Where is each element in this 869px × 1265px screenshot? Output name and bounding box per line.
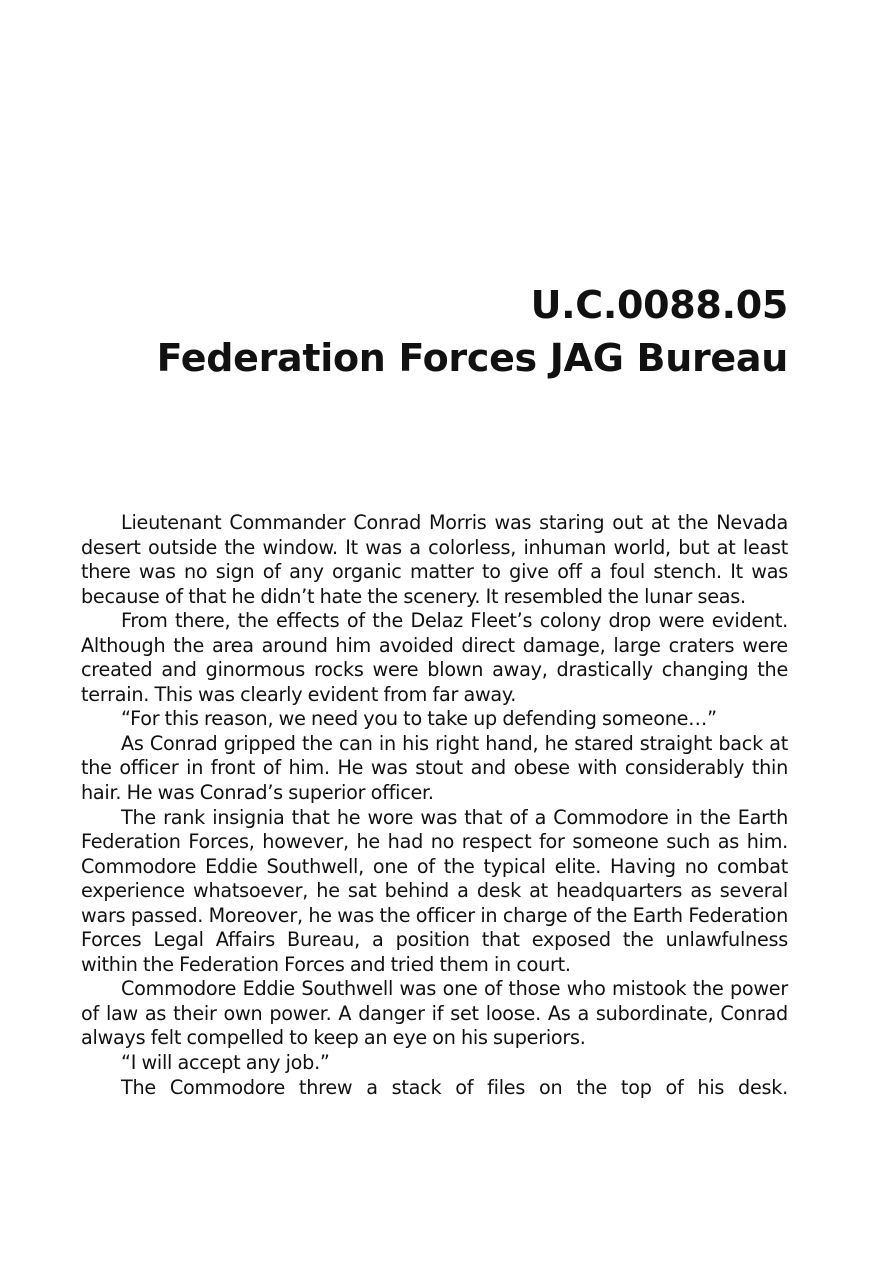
paragraph: The Commodore threw a stack of files on the top of his desk. <box>121 1075 788 1099</box>
body-text <box>81 511 788 1100</box>
paragraph: “For this reason, we need you to take up defending someone…” <box>121 707 717 731</box>
paragraph: “I will accept any job.” <box>121 1051 330 1075</box>
paragraph: From there, the effects of the Delaz Fleet’s colony drop were evident. Although the area around him avoided direct damage, large craters were created and ginormous rocks were blown away, drastically changing the terrain. This was clearly evident from far away. <box>81 609 788 706</box>
paragraph: Commodore Eddie Southwell was one of those who mistook the power of law as their own power. A danger if set loose. As a subordinate, Conrad always felt compelled to keep an eye on his superiors. <box>81 977 788 1050</box>
paragraph: The rank insignia that he wore was that of a Commodore in the Earth Federation Forces, however, he had no respect for someone such as him. Commodore Eddie Southwell, one of the typical elite. Having no combat experience whatsoever, he sat behind a desk at headquarters as several wars passed. Moreover, he was the officer in charge of the Earth Federation Forces Legal Affairs Bureau, a position that exposed the unlawfulness within the Federation Forces and tried them in court. <box>81 805 788 976</box>
chapter-heading <box>80 279 788 385</box>
paragraph: Lieutenant Commander Conrad Morris was staring out at the Nevada desert outside the window. It was a colorless, inhuman world, but at least there was no sign of any organic matter to give off a foul stench. It was because of that he didn’t hate the scenery. It resembled the lunar seas. <box>81 511 788 608</box>
paragraph: As Conrad gripped the can in his right hand, he stared straight back at the officer in front of him. He was stout and obese with considerably thin hair. He was Conrad’s superior officer. <box>81 731 788 805</box>
chapter-title: Federation Forces JAG Bureau <box>156 336 788 380</box>
chapter-date: U.C.0088.05 <box>530 283 788 327</box>
